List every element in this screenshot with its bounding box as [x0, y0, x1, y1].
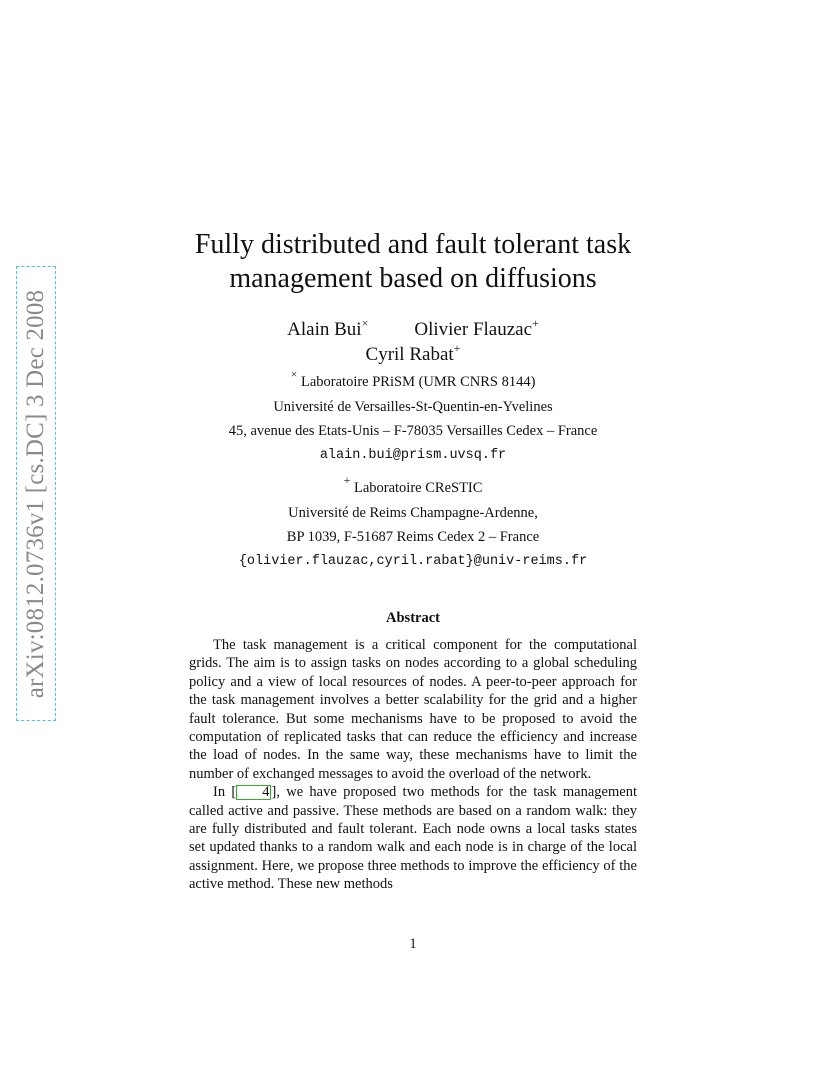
arxiv-stamp — [16, 266, 56, 721]
author-flauzac: Olivier Flauzac+ — [414, 316, 539, 340]
abstract-heading: Abstract — [386, 610, 440, 626]
affiliation-prism — [160, 367, 666, 468]
citation-link[interactable]: 4 — [236, 785, 271, 800]
abstract-paragraph-2: In [ 4 ], we have proposed two methods for the task management called active and passive. These methods are based on a random walk: they are fully distributed and fault tolerant. Each node owns a local tasks states set updated thanks to a random walk and each node is in charge of the local assignment. Here, we propose three methods to improve the efficiency of the active method. These new methods — [189, 784, 637, 893]
abstract-paragraph-1: The task management is a critical component for the computational grids. The aim is to assign tasks on nodes according to a global scheduling policy and a view of local resources of nodes. A peer-to-peer approach for the task management involves a better scalability for the grid and a higher fault tolerance. But some mechanisms have to be proposed to avoid the computation of replicated tasks that can reduce the efficiency and increase the load of nodes. In the same way, these mechanisms have to limit the number of exchanged messages to avoid the overload of the network. — [189, 637, 637, 782]
page-number: 1 — [409, 936, 417, 952]
affiliation-crestic — [160, 473, 666, 574]
arxiv-identifier: arXiv:0812.0736v1 [cs.DC] 3 Dec 2008 — [22, 289, 49, 698]
affiliation-address: 45, avenue des Etats-Unis – F-78035 Versailles Cedex – France — [228, 423, 598, 439]
affiliation-university: Université de Reims Champagne-Ardenne, — [288, 504, 538, 521]
author-bui: Alain Bui× — [287, 316, 369, 340]
author-block — [160, 317, 666, 367]
affiliation-lab: + Laboratoire CReSTIC — [343, 473, 483, 496]
title-line-1: Fully distributed and fault tolerant task — [194, 229, 632, 260]
affiliation-university: Université de Versailles-St-Quentin-en-Yvelines — [273, 398, 553, 415]
abstract-body — [189, 636, 637, 894]
author-rabat: Cyril Rabat+ — [365, 341, 461, 365]
paper-title — [160, 228, 666, 296]
affiliation-address: BP 1039, F-51687 Reims Cedex 2 – France — [286, 529, 540, 545]
email-link[interactable]: {olivier.flauzac,cyril.rabat}@univ-reims.fr — [238, 553, 588, 569]
email-link[interactable]: alain.bui@prism.uvsq.fr — [319, 447, 507, 463]
title-line-2: management based on diffusions — [229, 263, 597, 294]
affiliation-lab: × Laboratoire PRiSM (UMR CNRS 8144) — [290, 367, 536, 390]
